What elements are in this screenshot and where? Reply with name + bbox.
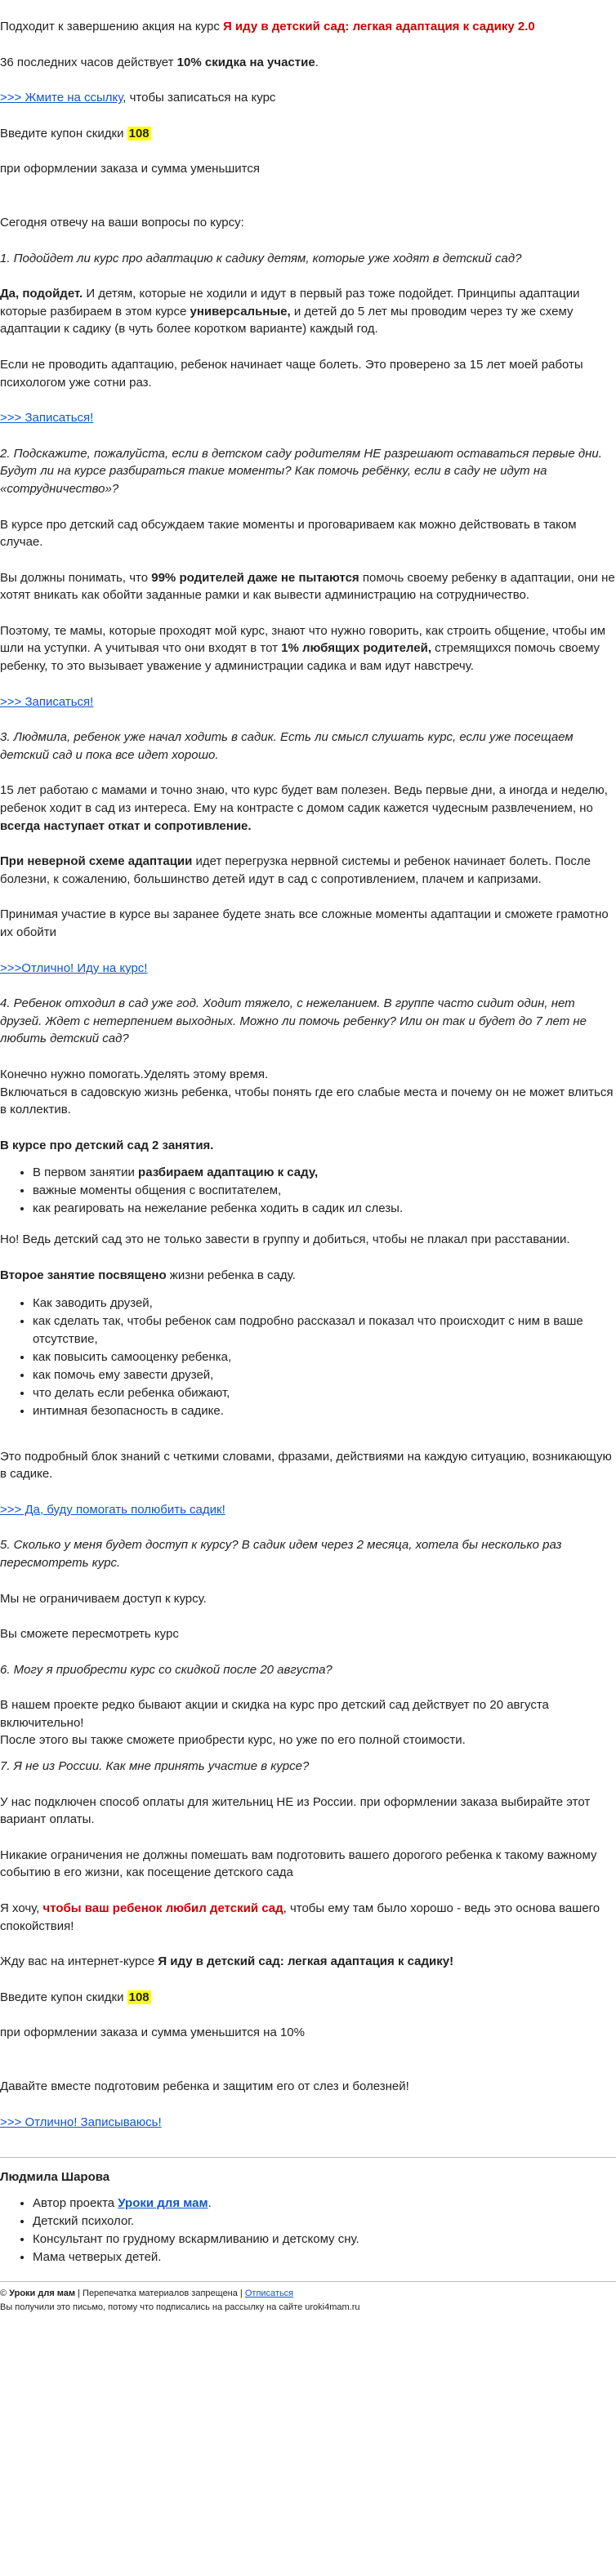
question-3 [0,729,616,764]
signup-link-1[interactable]: >>> Записаться! [0,411,94,426]
answer-2-tail: помочь своему ребенку в адаптации, они не хотят вникать как обойти заданные рамки и как вывести администрацию на сотрудничество. [0,570,615,603]
question-3-text: 3. Людмила, ребенок уже начал ходить в садик. Есть ли смысл слушать курс, если уже посещаем детский сад и пока все идет хорошо. [0,730,574,762]
question-7-text: 7. Я не из России. Как мне принять участие в курсе? [0,1759,310,1774]
answer-2-text-3: Поэтому, те мамы, которые проходят мой курс, знают что нужно говорить, как строить общение, чтобы им шли на уступки. А учитывая что они входят в тот [0,623,606,656]
list-item: • как повысить самооценку ребенка, [33,1348,616,1366]
footer-line-2: Вы получили это письмо, потому что подписались на рассылку на сайте uroki4mam.ru [0,2302,360,2312]
closing-course-name: Я иду в детский сад: легкая адаптация к садику! [158,1954,454,1969]
question-1-text: 1. Подойдет ли курс про адаптацию к садику детям, которые уже ходят в детский сад? [0,251,522,265]
signature-divider [0,2157,616,2158]
first-lesson-bold: разбираем адаптацию к саду, [138,1165,319,1180]
list-item: • как помочь ему завести друзей, [33,1366,616,1384]
lessons-heading [0,1137,616,1155]
question-6-text: 6. Могу я приобрести курс со скидкой после 20 августа? [0,1662,333,1677]
signup-text: , чтобы записаться на курс [123,91,276,105]
answer-2-text: Вы должны понимать, что [0,570,152,585]
promo-line [0,18,616,36]
footer-divider [0,2281,616,2282]
closing-wait-text: Жду вас на интернет-курсе [0,1954,158,1969]
coupon-note: при оформлении заказа и сумма уменьшится [0,162,261,176]
answer-4-note: Но! Ведь детский сад это не только завести в группу и добиться, чтобы не плакал при расставании. [0,1232,570,1247]
answer-1-paragraph-2: Если не проводить адаптацию, ребенок начинает чаще болеть. Это проверено за 15 лет моей работы психологом уже сотни раз. [0,357,583,390]
list-item [33,1164,616,1182]
answer-3-text: 15 лет работаю с мамами и точно знаю, что курс будет вам полезен. Ведь первые дни, а иногда и неделю, ребенок ходит в сад из интереса. Ему на контрасте с домом садик кажется чудесным развлечением, но [0,783,608,816]
answer-7-text: Я хочу, [0,1901,43,1916]
answer-5-paragraph-1: Мы не ограничиваем доступ к курсу. [0,1591,207,1606]
signup-link-4[interactable]: >>> Да, буду помогать полюбить садик! [0,1502,225,1517]
answer-3-paragraph-2 [0,853,616,888]
closing-coupon-line [0,1989,616,2007]
unsubscribe-link[interactable]: Отписаться [244,2288,294,2298]
list-item: • Как заводить друзей, [33,1295,616,1313]
question-6 [0,1661,616,1679]
list-item: • как реагировать на нежелание ребенка ходить в садик ил слезы. [33,1200,616,1218]
answer-7-tail: , чтобы ему там было хорошо - ведь это основа вашего спокойствия! [0,1901,600,1933]
signature-list [0,2195,616,2266]
question-5-text: 5. Сколько у меня будет доступ к курсу? В садик идем через 2 месяца, хотела бы несколько раз пересмотреть курс. [0,1538,562,1570]
answer-3-cta [0,960,616,978]
closing-coupon-label: Введите купон скидки [0,1990,127,2004]
list-item [33,2195,616,2213]
signature-name: Людмила Шарова [0,2170,110,2185]
list-item: • Детский психолог. [33,2213,616,2231]
answer-5-paragraph-2: Вы сможете пересмотреть курс [0,1627,179,1642]
signature-role-dot: . [208,2195,212,2210]
second-lesson-list [0,1295,616,1420]
coupon-line [0,125,616,143]
answer-1-paragraph-1 [0,285,616,338]
answer-7-paragraph-1: У нас подключен способ оплаты для жительниц НЕ из России. при оформлении заказа выбирайте этот вариант оплаты. [0,1794,591,1827]
discount-text: 36 последних часов действует [0,55,177,69]
answer-6-paragraph [0,1696,616,1749]
footer [0,2287,616,2315]
closing-cta [0,2114,616,2132]
signup-line [0,89,616,107]
answer-6-line-1: В нашем проекте редко бывают акции и скидка на курс про детский сад действует по 20 августа включительно! [0,1698,549,1730]
question-2 [0,445,616,498]
signature-role-text: Автор проекта [33,2195,118,2210]
answer-2-tail-3: стремящихся помочь своему ребенку, то это вызывает уважение у администрации садика и вам идут навстречу. [0,641,600,674]
list-item: • важные моменты общения с воспитателем, [33,1182,616,1200]
answer-7-red: чтобы ваш ребенок любил детский сад [42,1901,283,1916]
list-item: • Консультант по грудному вскармливанию и детскому сну. [33,2231,616,2248]
answer-6-line-2: После этого вы также сможете приобрести курс, но уже по его полной стоимости. [0,1733,466,1748]
closing-coupon-note: при оформлении заказа и сумма уменьшится на 10% [0,2026,305,2040]
closing-final: Давайте вместе подготовим ребенка и защитим его от слез и болезней! [0,2079,409,2093]
second-lesson-bold: Второе занятие посвящено [0,1268,167,1282]
course-title: Я иду в детский сад: легкая адаптация к садику 2.0 [222,20,535,33]
answer-1-universal: универсальные, [190,304,291,319]
closing-coupon-code: 108 [128,1990,150,2004]
answer-2-percent: 99% родителей даже не пытаются [151,570,359,585]
answer-3-bold: всегда наступает откат и сопротивление. [0,818,252,833]
promo-text: Подходит к завершению акция на курс [0,20,223,33]
answer-2-cta [0,693,616,711]
answer-1-text: И детям, которые не ходили и идут в первый раз тоже подойдет. Принципы адаптации которые разбираем в этом курсе [0,287,580,319]
answer-4-summary: Это подробный блок знаний с четкими словами, фразами, действиями на каждую ситуацию, возникающую в садике. [0,1449,612,1482]
copyright-symbol: © [0,2288,10,2298]
question-7 [0,1758,616,1776]
answer-4-paragraph-1 [0,1066,616,1119]
coupon-label: Введите купон скидки [0,126,127,140]
list-item: • как сделать так, чтобы ребенок сам подробно рассказал и показал что происходит с ним в ваше отсутствие, [33,1313,616,1348]
discount-line [0,54,616,72]
list-item: • интимная безопасность в садике. [33,1402,616,1420]
answers-intro: Сегодня отвечу на ваши вопросы по курсу: [0,215,244,230]
footer-copyright-text: | Перепечатка материалов запрещена | [75,2288,245,2298]
answer-3-paragraph-3: Принимая участие в курсе вы заранее будете знать все сложные моменты адаптации и сможете грамотно их обойти [0,907,609,939]
coupon-code: 108 [128,126,150,140]
answer-7-paragraph-2: Никакие ограничения не должны помешать вам подготовить вашего дорогого ребенка к такому важному событию в его жизни, как посещение детского сада [0,1847,597,1880]
answer-3-bold-2: При неверной схеме адаптации [0,854,193,869]
list-item: • Мама четверых детей. [33,2248,616,2266]
question-5 [0,1536,616,1571]
signup-link-3[interactable]: >>>Отлично! Иду на курс! [0,960,148,975]
answer-1-cta [0,409,616,427]
question-4 [0,995,616,1048]
project-link[interactable]: Уроки для мам [118,2195,208,2210]
footer-brand: Уроки для мам [9,2288,76,2298]
email-body [0,18,616,2315]
closing-wait [0,1953,616,1971]
signup-link[interactable]: >>> Жмите на ссылку [0,91,123,105]
question-4-text: 4. Ребенок отходил в сад уже год. Ходит тяжело, с нежеланием. В группе часто сидит один, нет друзей. Ждет с нетерпением выходных. Можно ли помочь ребенку? Или он так и будет до 7 лет не любить детский сад? [0,996,587,1046]
list-item: • что делать если ребенка обижают, [33,1384,616,1402]
signup-link-final[interactable]: >>> Отлично! Записываюсь! [0,2115,162,2129]
question-2-text: 2. Подскажите, пожалуйста, если в детском саду родителям НЕ разрешают оставаться первые дни. Будут ли на курсе разбираться такие моменты? Как помочь ребёнку, если в саду не идут на «сотрудничество»? [0,446,602,496]
answer-1-tail: и детей до 5 лет мы проводим через ту же схему адаптации к садику (в чуть более коротком варианте) каждый год. [0,304,574,336]
answer-1-lead: Да, подойдет. [0,287,83,301]
first-lesson-list [0,1164,616,1218]
second-lesson-text: жизни ребенка в саду. [166,1268,296,1282]
signup-link-2[interactable]: >>> Записаться! [0,694,94,709]
discount-dot: . [315,55,319,69]
answer-2-paragraph-1: В курсе про детский сад обсуждаем такие моменты и проговариваем как можно действовать в таком случае. [0,517,577,550]
footer-line-1 [0,2287,616,2301]
first-lesson-text: В первом занятии [33,1165,139,1180]
answer-4-line-2: Включаться в садовскую жизнь ребенка, чтобы понять где его слабые места и почему он не может влиться в коллектив. [0,1085,614,1117]
lessons-heading-text: В курсе про детский сад 2 занятия. [0,1138,214,1152]
answer-7-paragraph-3 [0,1900,616,1935]
answer-4-line-1: Конечно нужно помогать.Уделять этому время. [0,1067,269,1081]
second-lesson-heading [0,1267,616,1285]
answer-3-paragraph-1 [0,782,616,835]
answer-2-paragraph-2 [0,569,616,604]
answer-3-text-2: идет перегрузка нервной системы и ребенок начинает болеть. После болезни, к сожалению, большинство детей идут в сад с сопротивлением, плачем и капризами. [0,854,591,886]
answer-2-percent-2: 1% любящих родителей, [281,641,431,656]
answer-2-paragraph-3 [0,622,616,675]
discount-amount: 10% скидка на участие [176,55,315,69]
question-1 [0,250,616,268]
answer-4-cta [0,1501,616,1519]
